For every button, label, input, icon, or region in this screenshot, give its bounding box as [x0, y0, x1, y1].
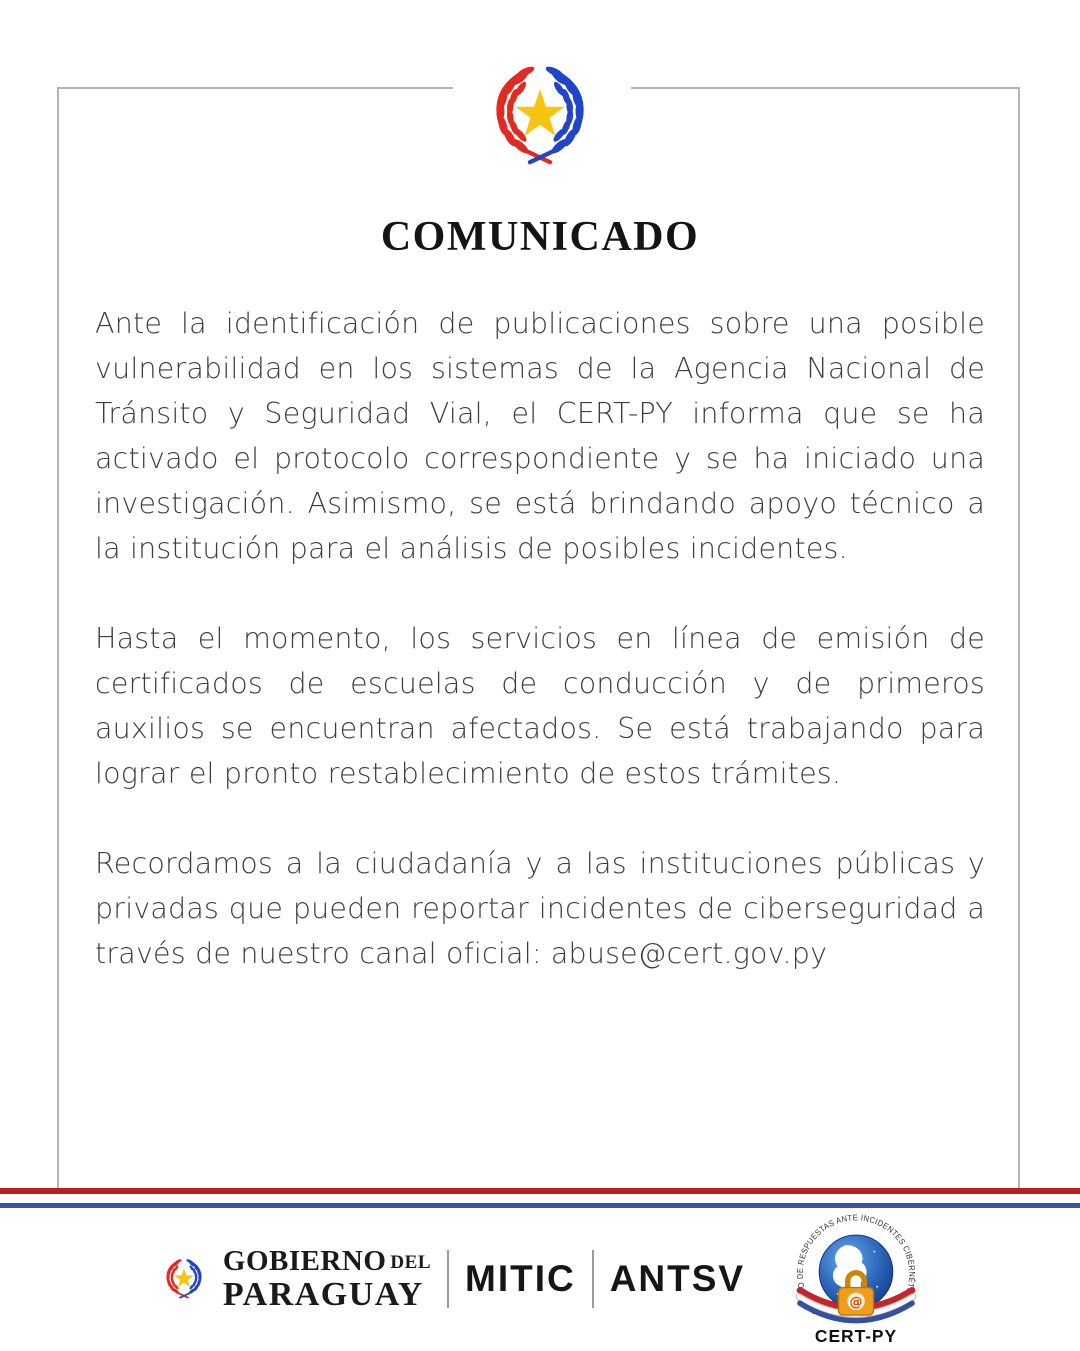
paragraph-incident: Ante la identificación de publicaciones sobre una posible vulnerabilidad en los sistemas de la Agencia Nacional de Tránsito y Seguridad Vial, el CERT-PY informa que se ha activado el protocolo correspondiente y se ha iniciado una investigación. Asimismo, se está brindando apoyo técnico a la institución para el análisis de posibles incidentes. — [95, 307, 985, 565]
footer-logos — [0, 1208, 1080, 1350]
certpy-ring-text: CENTRO DE RESPUESTAS ANTE INCIDENTES CIBERNÉTICOS — [795, 1213, 917, 1317]
gobierno-paraguay-logo — [155, 1244, 431, 1313]
footer-divider — [447, 1250, 449, 1308]
antsv-logo: ANTSV — [609, 1258, 746, 1299]
tricolor-stripe — [0, 1188, 1080, 1208]
paragraph-services: Hasta el momento, los servicios en línea de emisión de certificados de escuelas de conducción y de primeros auxilios se encuentran afectados. Se está trabajando para lograr el pronto restablecimiento de estos trámites. — [95, 622, 985, 790]
paraguay-wreath-emblem-icon — [468, 56, 612, 178]
gobierno-line2: PARAGUAY — [222, 1275, 424, 1313]
gobierno-line1: GOBIERNO DEL — [222, 1244, 431, 1277]
certpy-at-symbol: @ — [849, 1294, 863, 1310]
footer-divider — [592, 1250, 594, 1308]
certpy-label: CERT-PY — [815, 1325, 898, 1346]
gobierno-wordmark — [222, 1244, 431, 1313]
mitic-logo: MITIC — [465, 1258, 576, 1299]
certpy-logo-icon — [787, 1213, 925, 1351]
stripe-white-band — [0, 1194, 1080, 1203]
page-title: COMUNICADO — [380, 214, 700, 260]
gobierno-wreath-icon — [155, 1255, 213, 1304]
paragraph-report-channel: Recordamos a la ciudadanía y a las instituciones públicas y privadas que pueden reportar incidentes de ciberseguridad a través de nuestro canal oficial: abuse@cert.gov.py — [95, 847, 985, 970]
body-text — [95, 301, 985, 976]
